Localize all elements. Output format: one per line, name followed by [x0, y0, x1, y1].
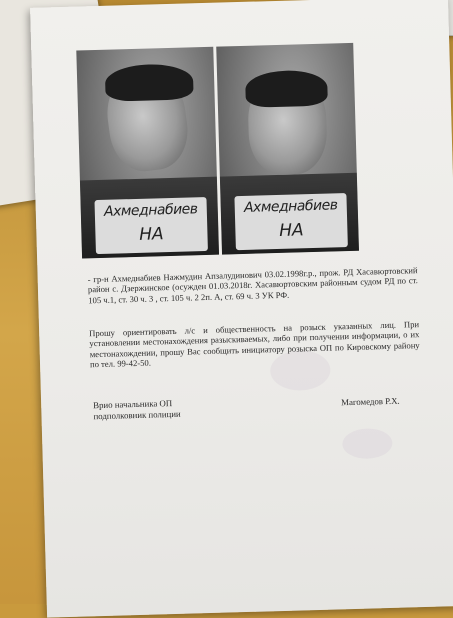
- signatory-name: Магомедов Р.Х.: [341, 395, 400, 408]
- mugshot-front-photo: [216, 43, 359, 255]
- sign-initials: НА: [138, 224, 164, 245]
- mugshot-profile-photo: [76, 47, 219, 259]
- sign-initials: НА: [278, 220, 304, 241]
- search-request: Прошу ориентировать л/с и общественность на розыск указанных лиц. При установлении местонахождения разыскиваемых, либо при получении информации, о их местонахождении, прошу Вас сообщить инициатору розыска ОП по Кировскому району по тел. 99-42-50.: [89, 319, 420, 370]
- mugshot-photos: [76, 43, 362, 261]
- signatory-title: [93, 398, 181, 421]
- name-sign: [94, 197, 207, 254]
- sign-name: Ахмеднабиев: [103, 201, 198, 220]
- suspect-description: - гр-н Ахмеднабиев Нажмудин Апзалудинович 03.02.1998г.р., прож. РД Хасавюртовский район с. Дзержинское (осужден 01.03.2018г. Хасавюртовским районным судом РД по ст. 105 ч.1, ст. 30 ч. 3 , ст. 105 ч. 2 2п. А, ст. 69 ч. 3 УК РФ.: [87, 265, 418, 306]
- sign-name: Ахмеднабиев: [243, 197, 338, 216]
- hair: [105, 63, 194, 101]
- signatory-position: Врио начальника ОП: [93, 398, 173, 411]
- document-page: [30, 0, 453, 618]
- signatory-rank: подполковник полиции: [93, 408, 181, 421]
- paper-stain: [342, 428, 393, 459]
- hair: [245, 70, 328, 108]
- name-sign: [234, 193, 347, 250]
